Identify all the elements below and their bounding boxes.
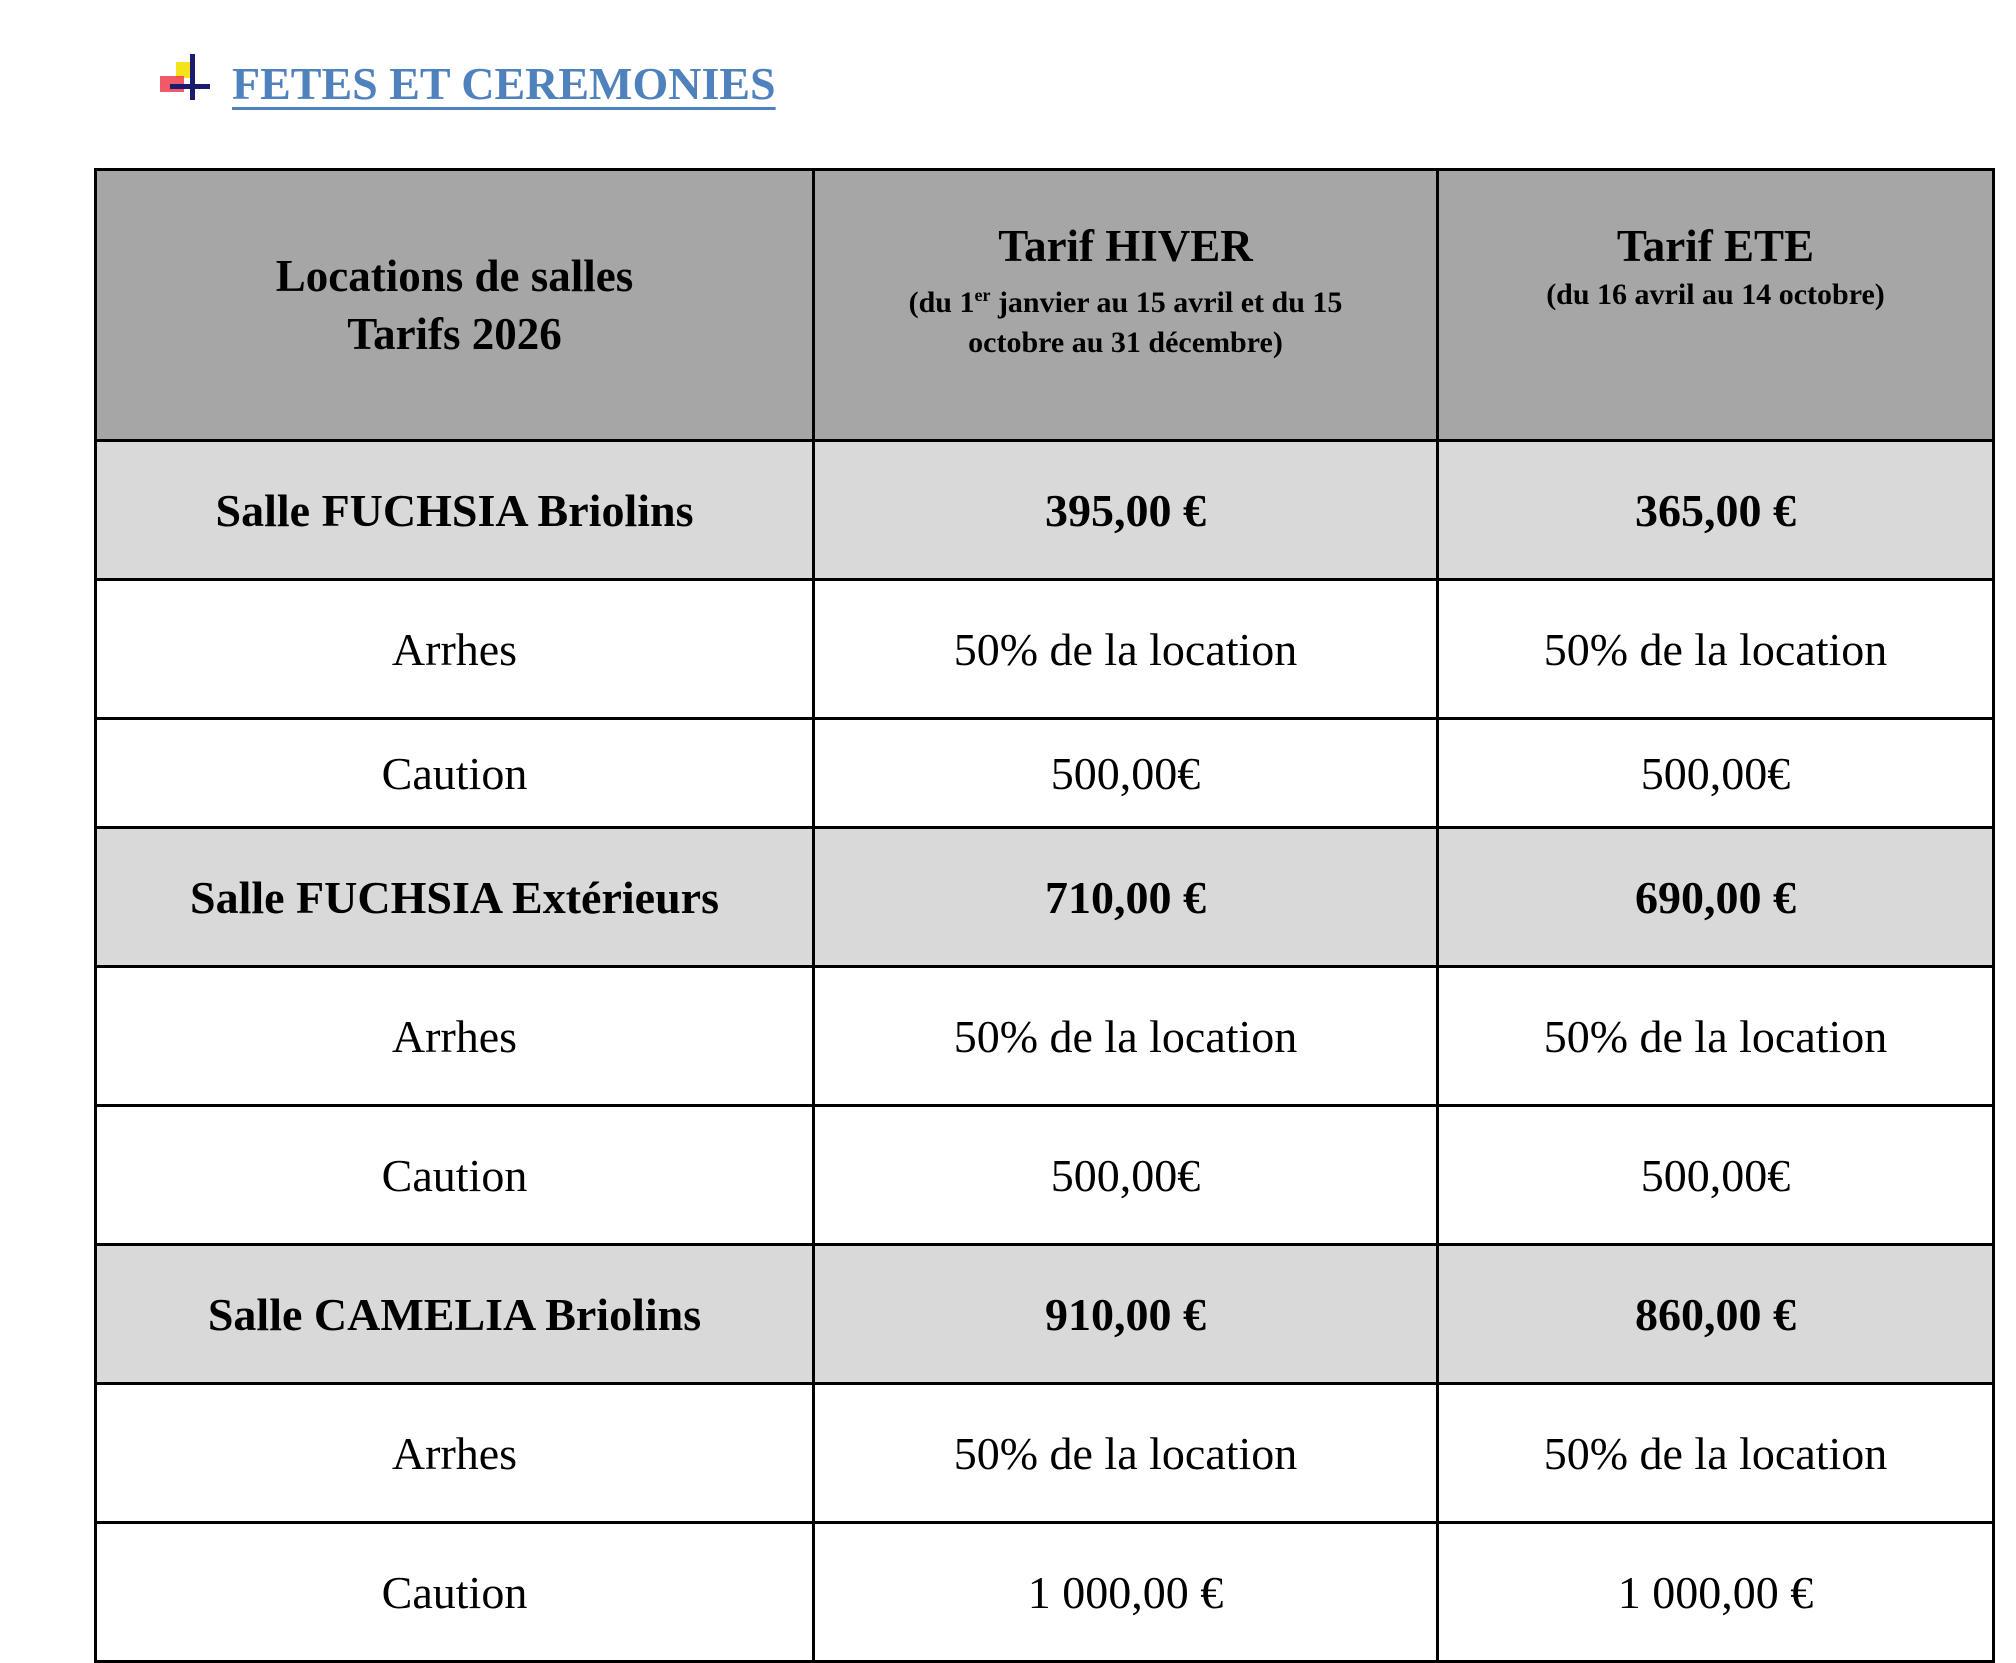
caution-label: Caution — [96, 1106, 814, 1245]
caution-hiver: 500,00€ — [814, 719, 1438, 828]
arrhes-label: Arrhes — [96, 967, 814, 1106]
caution-row — [96, 719, 1994, 828]
caution-ete: 1 000,00 € — [1438, 1523, 1994, 1662]
header-winter-period-line2: octobre au 31 décembre) — [968, 326, 1283, 359]
room-row — [96, 1245, 1994, 1384]
arrhes-hiver: 50% de la location — [814, 1384, 1438, 1523]
header-summer-period: (du 16 avril au 14 octobre) — [1546, 278, 1885, 311]
caution-hiver: 1 000,00 € — [814, 1523, 1438, 1662]
header-summer — [1438, 170, 1994, 441]
room-name: Salle FUCHSIA Extérieurs — [96, 828, 814, 967]
caution-ete: 500,00€ — [1438, 719, 1994, 828]
room-price-hiver: 710,00 € — [814, 828, 1438, 967]
room-price-ete: 365,00 € — [1438, 441, 1994, 580]
header-winter — [814, 170, 1438, 441]
room-name: Salle CAMELIA Briolins — [96, 1245, 814, 1384]
header-rooms — [96, 170, 814, 441]
room-price-ete: 690,00 € — [1438, 828, 1994, 967]
arrhes-ete: 50% de la location — [1438, 580, 1994, 719]
caution-ete: 500,00€ — [1438, 1106, 1994, 1245]
room-price-hiver: 395,00 € — [814, 441, 1438, 580]
arrhes-row — [96, 580, 1994, 719]
plus-bullet-icon — [156, 54, 214, 112]
arrhes-ete: 50% de la location — [1438, 967, 1994, 1106]
arrhes-hiver: 50% de la location — [814, 967, 1438, 1106]
arrhes-label: Arrhes — [96, 1384, 814, 1523]
room-price-ete: 860,00 € — [1438, 1245, 1994, 1384]
caution-hiver: 500,00€ — [814, 1106, 1438, 1245]
bullet-horizontal-bar — [170, 84, 210, 89]
caution-label: Caution — [96, 1523, 814, 1662]
table-header-row — [96, 170, 1994, 441]
header-winter-period: (du 1er janvier au 15 avril et du 15 — [908, 285, 1343, 319]
bullet-vertical-bar — [190, 54, 195, 100]
arrhes-label: Arrhes — [96, 580, 814, 719]
arrhes-row — [96, 1384, 1994, 1523]
room-row — [96, 828, 1994, 967]
tariff-table — [94, 168, 1995, 1663]
caution-label: Caution — [96, 719, 814, 828]
room-row — [96, 441, 1994, 580]
caution-row — [96, 1523, 1994, 1662]
room-price-hiver: 910,00 € — [814, 1245, 1438, 1384]
header-rooms-line1: Locations de salles — [275, 251, 634, 301]
arrhes-row — [96, 967, 1994, 1106]
arrhes-ete: 50% de la location — [1438, 1384, 1994, 1523]
section-heading — [156, 48, 776, 118]
caution-row — [96, 1106, 1994, 1245]
header-summer-title: Tarif ETE — [1616, 221, 1815, 271]
section-title-link[interactable]: FETES ET CEREMONIES — [232, 57, 776, 109]
header-rooms-line2: Tarifs 2026 — [347, 309, 562, 359]
header-winter-title: Tarif HIVER — [998, 221, 1253, 271]
room-name: Salle FUCHSIA Briolins — [96, 441, 814, 580]
arrhes-hiver: 50% de la location — [814, 580, 1438, 719]
